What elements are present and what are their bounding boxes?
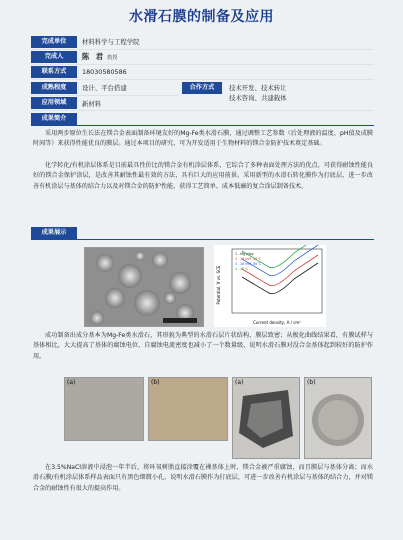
sem-micrograph <box>84 247 204 327</box>
phone-value: 18030580586 <box>82 68 127 76</box>
sem-texture <box>85 248 203 326</box>
y-axis-label: Potential, V vs. SCE <box>216 265 221 305</box>
photo-a-left-label: (a) <box>67 379 76 386</box>
series-curve <box>242 263 318 294</box>
phone-label: 联系方式 <box>31 66 77 78</box>
x-axis-label: Current density, A / cm² <box>253 320 301 325</box>
divider <box>31 64 374 65</box>
legend-entry: 2 - 28 mM, 20°C <box>235 257 262 261</box>
intro-label: 成果简介 <box>31 113 77 125</box>
photo-texture <box>149 378 227 440</box>
section-line <box>31 125 374 126</box>
coop-line1: 技术开发、技术转让 <box>229 84 287 92</box>
photo-b-left-label: (b) <box>151 379 160 386</box>
divider <box>31 49 374 50</box>
photo-texture <box>305 378 371 458</box>
divider <box>31 79 374 80</box>
intro-paragraph-2: 化学转化/有机涂层体系是目前最具性价比的镁合金有机涂层体系，它综合了多种表面处理方法的优点，可获得耐蚀性能良好的镁合金保护涂层，是改善其耐蚀性最有效的方法，具有巨大的应用前景。采用新型的水滑石转化膜作为打底层，进一步改善有机涂层与基体的结合力以及对镁合金的防护性能，获得工艺简单、成本低廉的复合涂层制备技术。 <box>33 162 373 190</box>
field-value: 新材料 <box>82 100 102 108</box>
person-name: 陈 君 <box>82 52 105 61</box>
stage-value: 设计、平台搭建 <box>82 84 127 92</box>
page-title: 水滑石膜的制备及应用 <box>129 9 274 25</box>
field-label: 应用领域 <box>31 97 77 109</box>
org-value: 材料科学与工程学院 <box>82 38 140 46</box>
person-title: 教授 <box>106 55 118 61</box>
results-paragraph-1: 成功制备出成分基本为Mg-Fe类水滑石，其形貌为典型的水滑石层片状结构，膜层致密；从极化曲线结果看，有膜试样与基体相比，大大提高了基体的腐蚀电位，自腐蚀电流密度也减小了一个数量级，说明水滑石膜对没合金基体起到较好的防护作用。 <box>33 332 373 360</box>
photo-b-right-label: (b) <box>307 379 316 386</box>
photo-a-right-label: (a) <box>235 379 244 386</box>
photo-texture <box>233 378 299 458</box>
person-value <box>82 51 117 64</box>
legend-entry: 3 - 28 mM, 90°C <box>235 262 262 266</box>
chart-svg <box>214 245 326 327</box>
section-line <box>31 239 374 240</box>
org-label: 完成单位 <box>31 36 77 48</box>
stage-label: 成熟程度 <box>31 82 77 94</box>
results-paragraph-2: 在3.5%NaCl溶液中浸泡一年半后，将环氧树脂直接涂覆在裸基体上时，镁合金被严重腐蚀，而且膜层与基体分离；而水滑石膜/有机涂层体系样品表面只有黑色细微小孔，说明水滑石膜作为打底层，可进一步改善有机涂层与基体的结合力，并对镁合金的耐蚀性有很大的提高作用。 <box>33 464 373 492</box>
photo-a-left <box>64 377 144 441</box>
person-label: 完成人 <box>31 51 77 63</box>
polarization-chart <box>214 245 326 327</box>
results-label: 成果展示 <box>31 227 77 239</box>
coop-line2: 技术咨询、共建载体 <box>229 94 287 102</box>
legend-entry: 4 - 40°C <box>235 267 249 271</box>
intro-paragraph-1: 采用两步原位生长法在镁合金表面制备环境友好的Mg-Fe类水滑石膜，通过调整工艺参数（后处理液的温度、pH值及成膜时间等）来获得性能优良的膜层。通过本项目的研究，可为开发适用于生物材料的镁合金防护技术奠定基础。 <box>33 130 373 148</box>
photo-texture <box>65 378 143 440</box>
divider <box>31 110 374 111</box>
photo-b-right <box>304 377 372 459</box>
coop-label: 合作方式 <box>182 82 222 94</box>
photo-b-left <box>148 377 228 441</box>
legend-entry: 1 - Mg alloy <box>235 252 254 256</box>
photo-a-right <box>232 377 300 459</box>
divider <box>31 95 179 96</box>
